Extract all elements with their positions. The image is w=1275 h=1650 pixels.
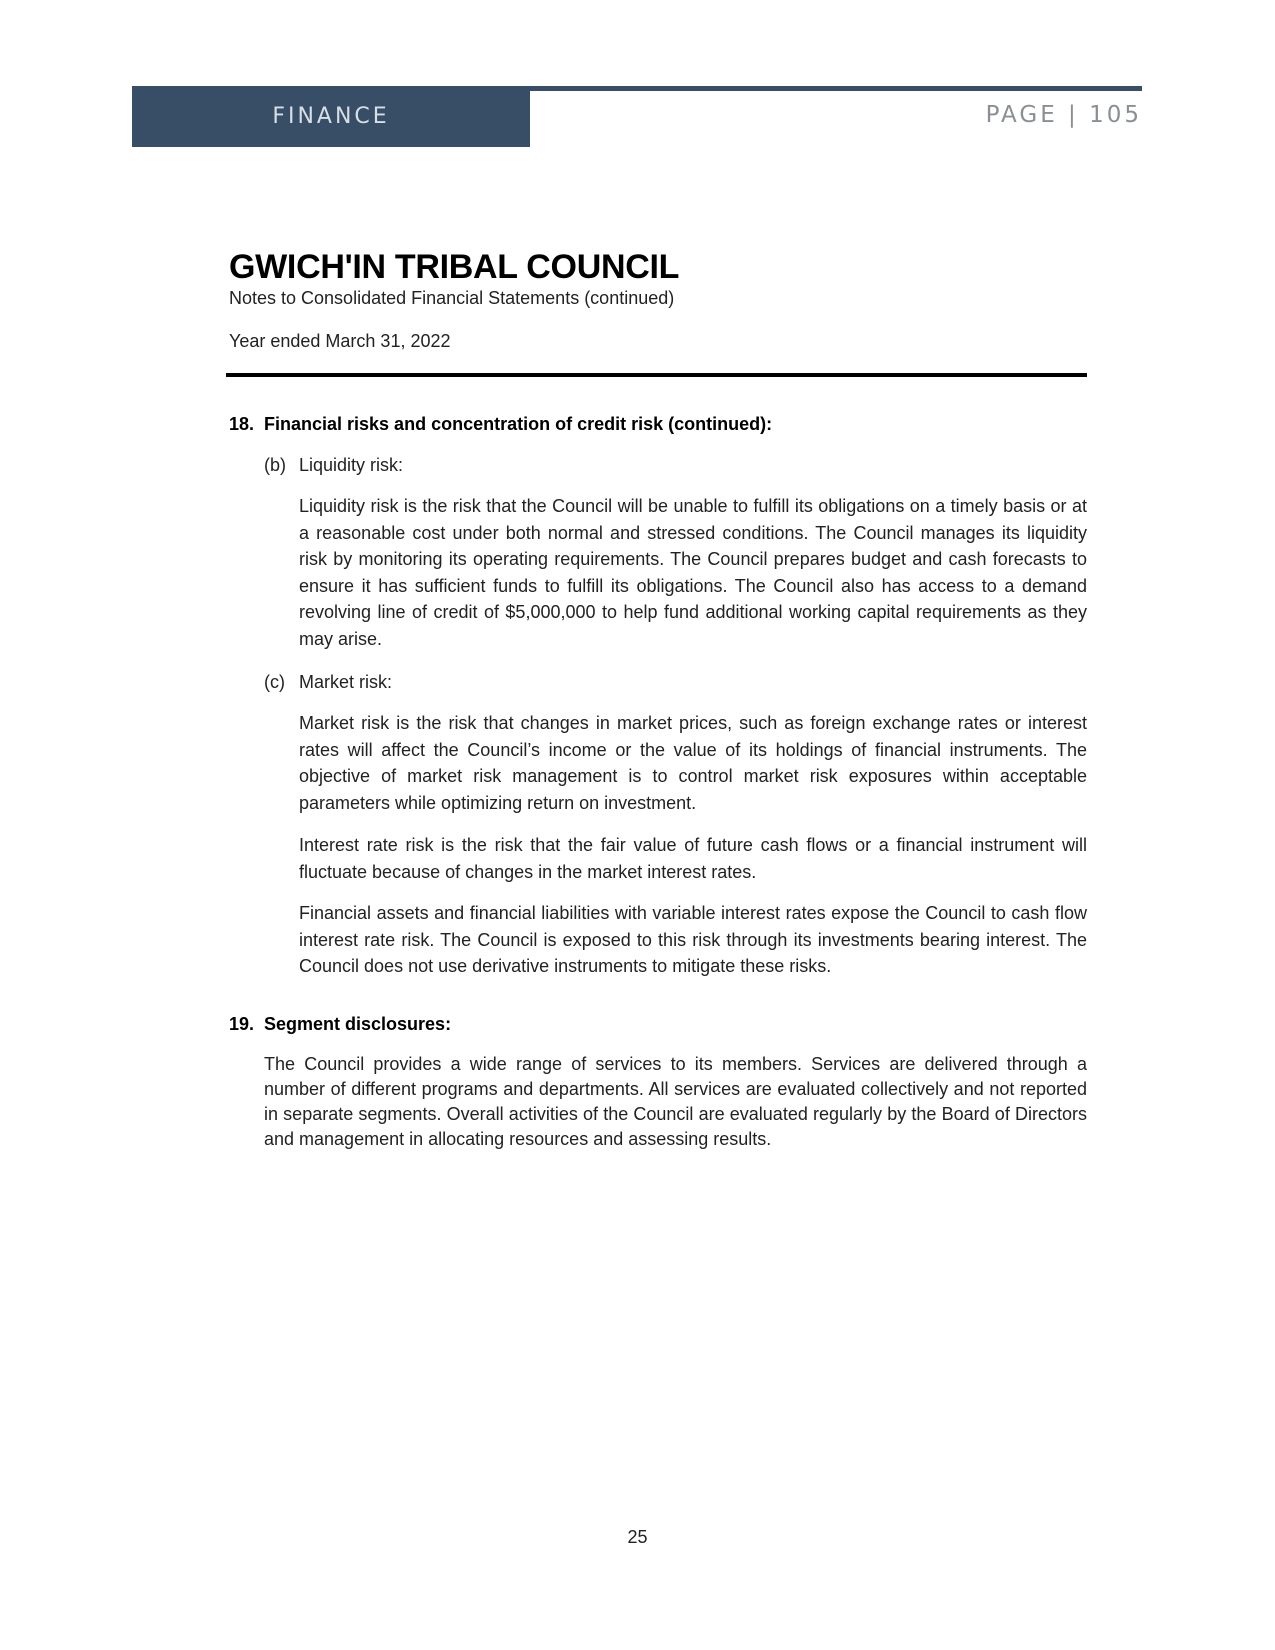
header-section-tab [132,86,530,147]
liquidity-risk-title: Liquidity risk: [299,455,404,475]
document-subtitle: Notes to Consolidated Financial Statements (continued) [229,288,675,308]
document-title: GWICH'IN TRIBAL COUNCIL [229,248,680,286]
variable-rate-exposure-paragraph: Financial assets and financial liabilities with variable interest rates expose the Council to cash flow interest rate risk. The Council is exposed to this risk through its investments bearing interest. The Council does not use derivative instruments to mitigate these risks. [299,903,1087,976]
header-page-label: PAGE | 105 [985,102,1142,128]
market-risk-paragraph: Market risk is the risk that changes in market prices, such as foreign exchange rates or interest rates will affect the Council’s income or the value of its holdings of financial instruments. The objective of market risk management is to control market risk exposures within acceptable parameters while optimizing return on investment. [299,713,1087,813]
page-number: 25 [627,1527,648,1547]
segment-disclosures-paragraph: The Council provides a wide range of services to its members. Services are delivered through a number of different programs and departments. All services are evaluated collectively and not reported in separate segments. Overall activities of the Council are evaluated regularly by the Board of Directors and management in allocating resources and assessing results. [264,1054,1087,1149]
note-18-title: Financial risks and concentration of credit risk (continued): [264,414,773,434]
market-risk-marker: (c) [264,672,285,692]
interest-rate-risk-paragraph: Interest rate risk is the risk that the fair value of future cash flows or a financial instrument will fluctuate because of changes in the market interest rates. [299,835,1087,882]
market-risk-title: Market risk: [299,672,393,692]
liquidity-risk-paragraph: Liquidity risk is the risk that the Council will be unable to fulfill its obligations on a timely basis or at a reasonable cost under both normal and stressed conditions. The Council manages its liquidity risk by monitoring its operating requirements. The Council prepares budget and cash forecasts to ensure it has sufficient funds to fulfill its obligations. The Council also has access to a demand revolving line of credit of $5,000,000 to help fund additional working capital requirements as they may arise. [299,496,1087,649]
header-section-label: FINANCE [272,104,390,129]
liquidity-risk-marker: (b) [264,455,286,475]
title-divider [226,373,1087,377]
note-19-title: Segment disclosures: [264,1014,452,1034]
note-18-number: 18. [229,414,255,434]
document-period: Year ended March 31, 2022 [229,331,451,351]
note-19-number: 19. [229,1014,255,1034]
